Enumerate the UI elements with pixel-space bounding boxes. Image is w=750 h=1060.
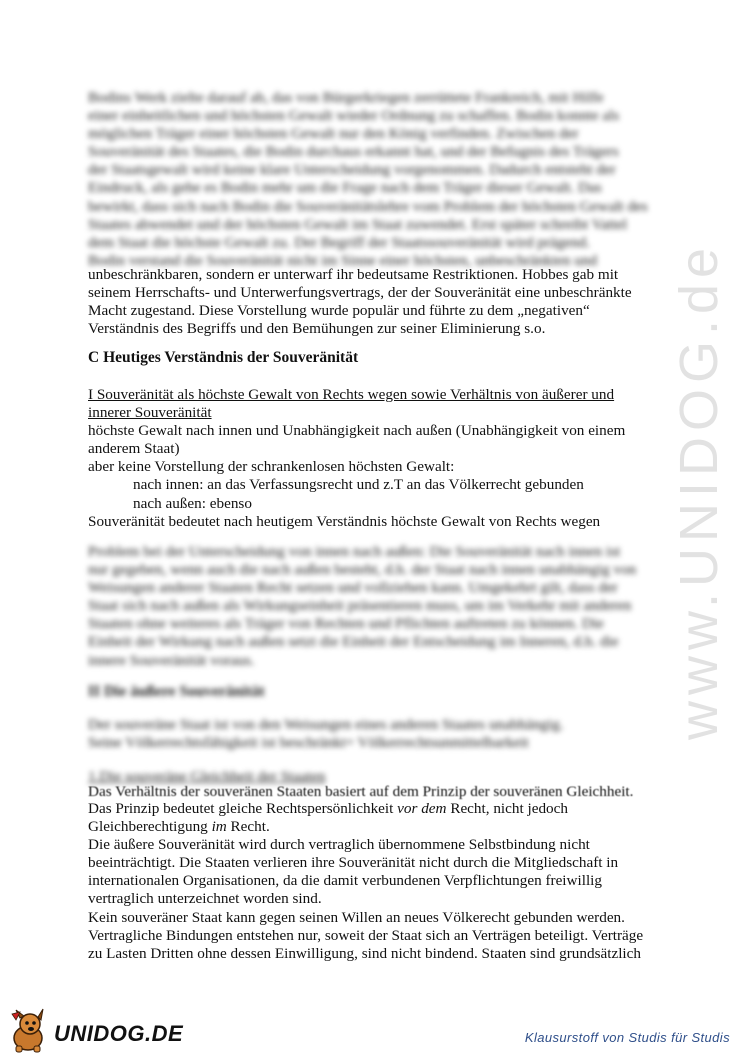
text-span: Recht. [226, 818, 270, 836]
text-line: einer einheitlichen und höchsten Gewalt wieder Ordnung zu schaffen. Bodin konnte als [88, 107, 620, 125]
watermark: www.UNIDOG.de [669, 241, 729, 740]
indented-line: nach außen: ebenso [133, 494, 252, 512]
text-line: anderem Staat) [88, 440, 180, 458]
text-line: beeinträchtigt. Die Staaten verlieren ihre Souveränität nicht durch die Mitgliedschaft in [88, 854, 619, 872]
body-end [88, 800, 658, 963]
text-line: Seine Völkerrechtsfähigkeit ist beschränkt= Völkerrechtsunmittelbarkeit [88, 734, 529, 752]
blurred-heading: II Die äußere Souveränität [88, 683, 265, 700]
text-line: Staates abwendet und der höchsten Gewalt im Staat zuwendet. Erst später schreibt Vattel [88, 215, 628, 233]
text-line: dem Staat die höchste Gewalt zu. Der Begriff der Staatssouveränität wird prägend. [88, 233, 591, 251]
text-line: Eindruck, als gehe es Bodin mehr um die Frage nach dem Träger dieser Gewalt. Das [88, 179, 602, 197]
section-c-body [88, 386, 658, 531]
text-line: Bodin verstand die Souveränität nicht im Sinne einer höchsten, unbeschränkten und [88, 251, 598, 269]
text-line: zu Lasten Dritten ohne dessen Einwilligung, sind nicht bindend. Staaten sind grundsätzlich [88, 944, 641, 962]
text-line: Einheit der Wirkung nach außen setzt die Einheit der Entscheidung im Inneren, d.h. die [88, 633, 619, 651]
blurred-intro [88, 89, 658, 270]
emphasis: im [211, 818, 227, 836]
text-line: nur gegeben, wenn auch die nach außen besteht, d.h. der Staat nach innen unabhängig von [88, 561, 637, 579]
text-line: Vertragliche Bindungen entstehen nur, soweit der Staat sich an Verträgen beteiligt. Verträge [88, 926, 644, 944]
logo-text: UNIDOG.DE [54, 1021, 184, 1046]
dog-mascot-icon [6, 1008, 54, 1054]
text-line: Macht zugestand. Diese Vorstellung wurde populär und führte zu dem „negativen“ [88, 302, 590, 320]
blurred-middle [88, 543, 658, 670]
emphasis: vor dem [397, 800, 447, 817]
blurred-ii-block [88, 716, 658, 752]
text-line: Staat sich nach außen als Wirkungseinheit präsentieren muss, um im Verkehr mit anderen [88, 597, 632, 615]
text-line: bewirkt, dass sich nach Bodin die Souveränitätslehre vom Problem der höchsten Gewalt des [88, 197, 648, 215]
text-line: aber keine Vorstellung der schrankenlosen höchsten Gewalt: [88, 458, 455, 476]
overlap-line: Das Verhältnis der souveränen Staaten basiert auf dem Prinzip der souveränen Gleichheit. [88, 783, 634, 800]
text-span: Recht, nicht jedoch [446, 800, 568, 817]
text-line: vertraglich unterzeichnet worden sind. [88, 890, 322, 908]
text-line: Die äußere Souveränität wird durch vertraglich übernommene Selbstbindung nicht [88, 836, 590, 854]
text-line: Staaten ohne weiteres als Träger von Rechten und Pflichten auftreten zu können. Die [88, 615, 604, 633]
text-line: möglichen Träger einer höchsten Gewalt nur den König verfinden. Zwischen der [88, 125, 579, 143]
summary-line: Souveränität bedeutet nach heutigem Verständnis höchste Gewalt von Rechts wegen [88, 512, 601, 530]
text-span: Das Prinzip bedeutet gleiche Rechtspersönlichkeit [88, 800, 398, 817]
indented-line: nach innen: an das Verfassungsrecht und z.T an das Völkerrecht gebunden [133, 476, 584, 494]
intro-paragraph [88, 266, 658, 338]
text-line: unbeschränkbaren, sondern er unterwarf ihr bedeutsame Restriktionen. Hobbes gab mit [88, 266, 619, 283]
text-line: Problem bei der Unterscheidung von innen nach außen: Die Souveränität nach innen ist [88, 543, 621, 560]
subheading-line: innerer Souveränität [88, 404, 212, 422]
text-line: höchste Gewalt nach innen und Unabhängigkeit nach außen (Unabhängigkeit von einem [88, 422, 626, 440]
text-line: Weisungen anderer Staaten Recht setzen und vollziehen kann. Umgekehrt gilt, dass der [88, 579, 618, 597]
text-line: internationalen Organisationen, da die damit verbundenen Verpflichtungen freiwillig [88, 872, 602, 890]
blurred-subheading: 1.Die souveräne Gleichheit der Staaten [88, 768, 326, 785]
text-line: Verständnis des Begriffs und den Bemühungen zur seiner Eliminierung s.o. [88, 320, 546, 338]
footer-tagline: Klausurstoff von Studis für Studis [524, 1030, 730, 1045]
text-line: Souveränität des Staates, die Bodin durchaus erkannt hat, und der Befugnis des Trägers [88, 143, 619, 161]
text-line: Bodins Werk zielte darauf ab, das von Bürgerkriegen zerrüttete Frankreich, mit Hilfe [88, 89, 604, 106]
text-line: innere Souveränität voraus. [88, 651, 255, 669]
text-line: Kein souveräner Staat kann gegen seinen Willen an neues Völkerecht gebunden werden. [88, 908, 625, 926]
text-line: Der souveräne Staat ist von den Weisungen eines anderen Staates unabhängig. [88, 716, 564, 733]
text-line: der Staatsgewalt wird keine klare Unterscheidung vorgenommen. Dadurch entsteht der [88, 161, 616, 179]
section-heading: C Heutiges Verständnis der Souveränität [88, 349, 359, 366]
text-line [88, 818, 658, 836]
text-line [88, 800, 658, 818]
unidog-logo[interactable] [6, 1008, 206, 1054]
text-line: seinem Herrschafts- und Unterwerfungsvertrags, der der Souveränität eine unbeschränkte [88, 284, 632, 302]
subheading-line: I Souveränität als höchste Gewalt von Rechts wegen sowie Verhältnis von äußerer und [88, 386, 615, 403]
text-span: Gleichberechtigung [88, 818, 212, 836]
